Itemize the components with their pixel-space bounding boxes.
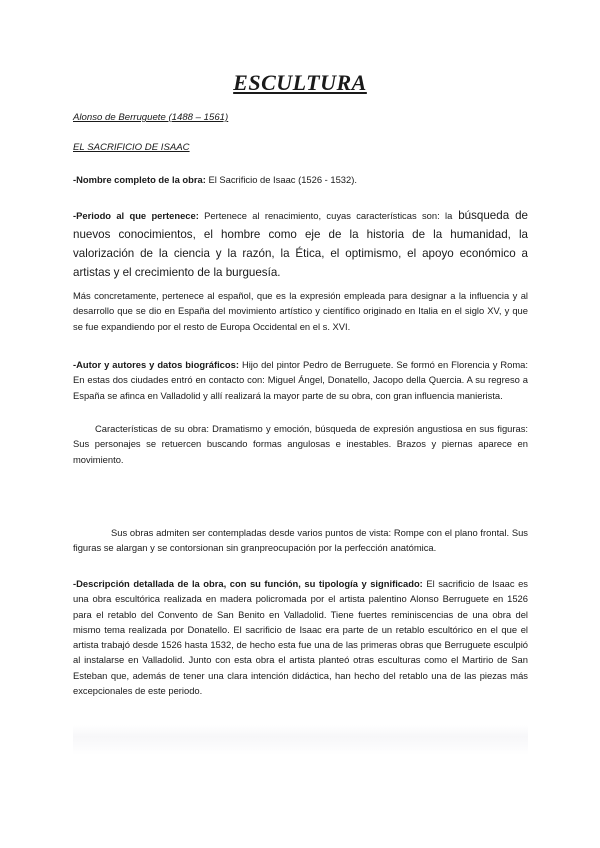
author-paragraph (73, 357, 528, 403)
full-name-label: -Nombre completo de la obra: (73, 174, 206, 185)
full-name-paragraph (73, 172, 528, 187)
work-heading: EL SACRIFICIO DE ISAAC (73, 142, 190, 153)
description-paragraph (73, 576, 528, 698)
author-heading: Alonso de Berruguete (1488 – 1561) (73, 112, 229, 123)
description-label: -Descripción detallada de la obra, con su función, su tipología y significado: (73, 578, 423, 589)
period-text-b: búsqueda de nuevos conocimientos, el hombre como eje de la historia de la humanidad, la valorización de la ciencia y la razón, la Ética, el optimismo, el apoyo económico a artistas y el crecimiento de la burguesía. (73, 209, 528, 279)
full-name-text: El Sacrificio de Isaac (1526 - 1532). (205, 174, 357, 185)
page-title: ESCULTURA (233, 70, 367, 95)
author-text: Hijo del pintor Pedro de Berruguete. Se formó en Florencia y Roma: En estas dos ciudades entró en contacto con: Miguel Ángel, Donatello, Jacopo della Quercia. A su regreso a España se afinca en Valladolid y allí realizará la mayor parte de su obra, con gran influencia manierista. (73, 359, 528, 401)
characteristics-paragraph: Características de su obra: Dramatismo y emoción, búsqueda de expresión angustiosa en sus figuras: Sus personajes se retuercen buscando formas angulosas e inestables. Brazos y piernas aparece en movimiento. (73, 423, 528, 465)
period-more-paragraph: Más concretamente, pertenece al español, que es la expresión empleada para designar a la influencia y al desarrollo que se dio en España del movimiento artístico y científico originado en Italia en el siglo XV, y que se fue expandiendo por el resto de Europa Occidental en el s. XVI. (73, 290, 528, 332)
faint-scan-block (73, 725, 528, 755)
author-label: -Autor y autores y datos biográficos: (73, 359, 239, 370)
period-label: -Periodo al que pertenece: (73, 210, 199, 221)
description-text: El sacrificio de Isaac es una obra escultórica realizada en madera policromada por el artista palentino Alonso Berruguete en 1526 para el retablo del Convento de San Benito en Valladolid. Tiene fuertes reminiscencias de una obra del mismo tema realizada por Donatello. El sacrificio de Isaac era parte de un retablo escultórico en el que el artista trabajó desde 1526 hasta 1532, de hecho esta fue una de las primeras obras que Berruguete esculpió al instalarse en Valladolid. Junto con esta obra el artista planteó otras esculturas como el Martirio de San Esteban que, además de tener una clara intención didáctica, han hecho del retablo una de las piezas más excepcionales de este periodo. (73, 578, 528, 697)
period-text-a: Pertenece al renacimiento, cuyas características son: la (198, 210, 453, 221)
period-paragraph (73, 206, 528, 282)
views-paragraph: Sus obras admiten ser contempladas desde varios puntos de vista: Rompe con el plano frontal. Sus figuras se alargan y se contorsionan sin granpreocupación por la perfección anatómica. (73, 527, 528, 554)
